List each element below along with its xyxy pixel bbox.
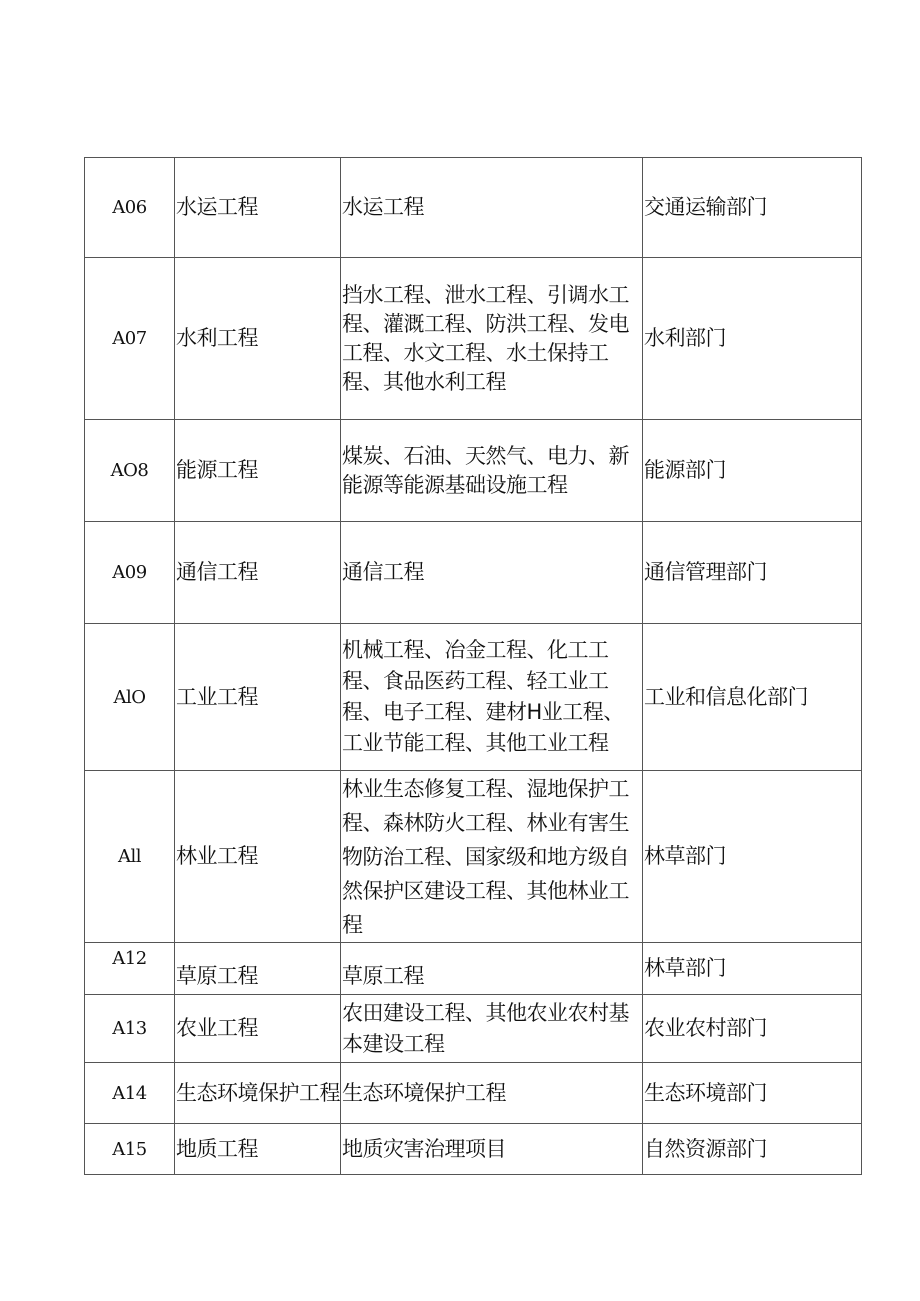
table-row <box>85 771 862 943</box>
row-project-name: 地质工程 <box>175 1124 341 1175</box>
row-department: 自然资源部门 <box>643 1124 862 1175</box>
row-project-scope: 草原工程 <box>342 964 424 988</box>
row-department: 水利部门 <box>643 258 862 420</box>
table-row <box>85 943 862 995</box>
row-project-name: 林业工程 <box>175 771 341 943</box>
row-department: 林草部门 <box>643 943 862 995</box>
row-code: A15 <box>85 1124 175 1175</box>
table-row <box>85 995 862 1063</box>
row-department: 生态环境部门 <box>643 1063 862 1124</box>
row-code: A14 <box>85 1063 175 1124</box>
row-project-scope: 机械工程、冶金工程、化工工程、食品医药工程、轻工业工程、电子工程、建材H业工程、工业节能工程、其他工业工程 <box>341 624 643 771</box>
row-code: A06 <box>85 158 175 258</box>
row-code: AO8 <box>85 420 175 522</box>
row-project-name: 工业工程 <box>175 624 341 771</box>
row-department: 农业农村部门 <box>643 995 862 1063</box>
row-department: 工业和信息化部门 <box>643 624 862 771</box>
table-row <box>85 420 862 522</box>
row-project-name: 水运工程 <box>175 158 341 258</box>
row-department: 交通运输部门 <box>643 158 862 258</box>
row-project-scope: 林业生态修复工程、湿地保护工程、森林防火工程、林业有害生物防治工程、国家级和地方级自然保护区建设工程、其他林业工程 <box>341 771 643 943</box>
row-project-scope: 挡水工程、泄水工程、引调水工程、灌溉工程、防洪工程、发电工程、水文工程、水土保持工程、其他水利工程 <box>341 258 643 420</box>
row-project-scope: 水运工程 <box>341 158 643 258</box>
table-row <box>85 522 862 624</box>
row-project-scope: 煤炭、石油、天然气、电力、新能源等能源基础设施工程 <box>341 420 643 522</box>
row-project-scope: 生态环境保护工程 <box>341 1063 643 1124</box>
row-project-name: 通信工程 <box>175 522 341 624</box>
row-project-scope: 地质灾害治理项目 <box>341 1124 643 1175</box>
row-project-name: 生态环境保护工程 <box>175 1063 341 1124</box>
row-code: A13 <box>85 995 175 1063</box>
row-code: AlO <box>85 624 175 771</box>
row-code: A09 <box>85 522 175 624</box>
engineering-category-table <box>84 157 862 1175</box>
row-project-scope: 农田建设工程、其他农业农村基本建设工程 <box>341 995 643 1063</box>
table-row <box>85 1124 862 1175</box>
row-project-scope: 通信工程 <box>341 522 643 624</box>
row-project-name: 能源工程 <box>175 420 341 522</box>
row-code: A07 <box>85 258 175 420</box>
table-row <box>85 158 862 258</box>
row-department: 通信管理部门 <box>643 522 862 624</box>
row-project-name: 水利工程 <box>175 258 341 420</box>
row-department: 林草部门 <box>643 771 862 943</box>
table-row <box>85 624 862 771</box>
row-department: 能源部门 <box>643 420 862 522</box>
table-row <box>85 258 862 420</box>
table-row <box>85 1063 862 1124</box>
row-code: A12 <box>112 948 147 969</box>
row-project-name: 草原工程 <box>176 964 258 988</box>
row-project-name: 农业工程 <box>175 995 341 1063</box>
row-code: All <box>85 771 175 943</box>
